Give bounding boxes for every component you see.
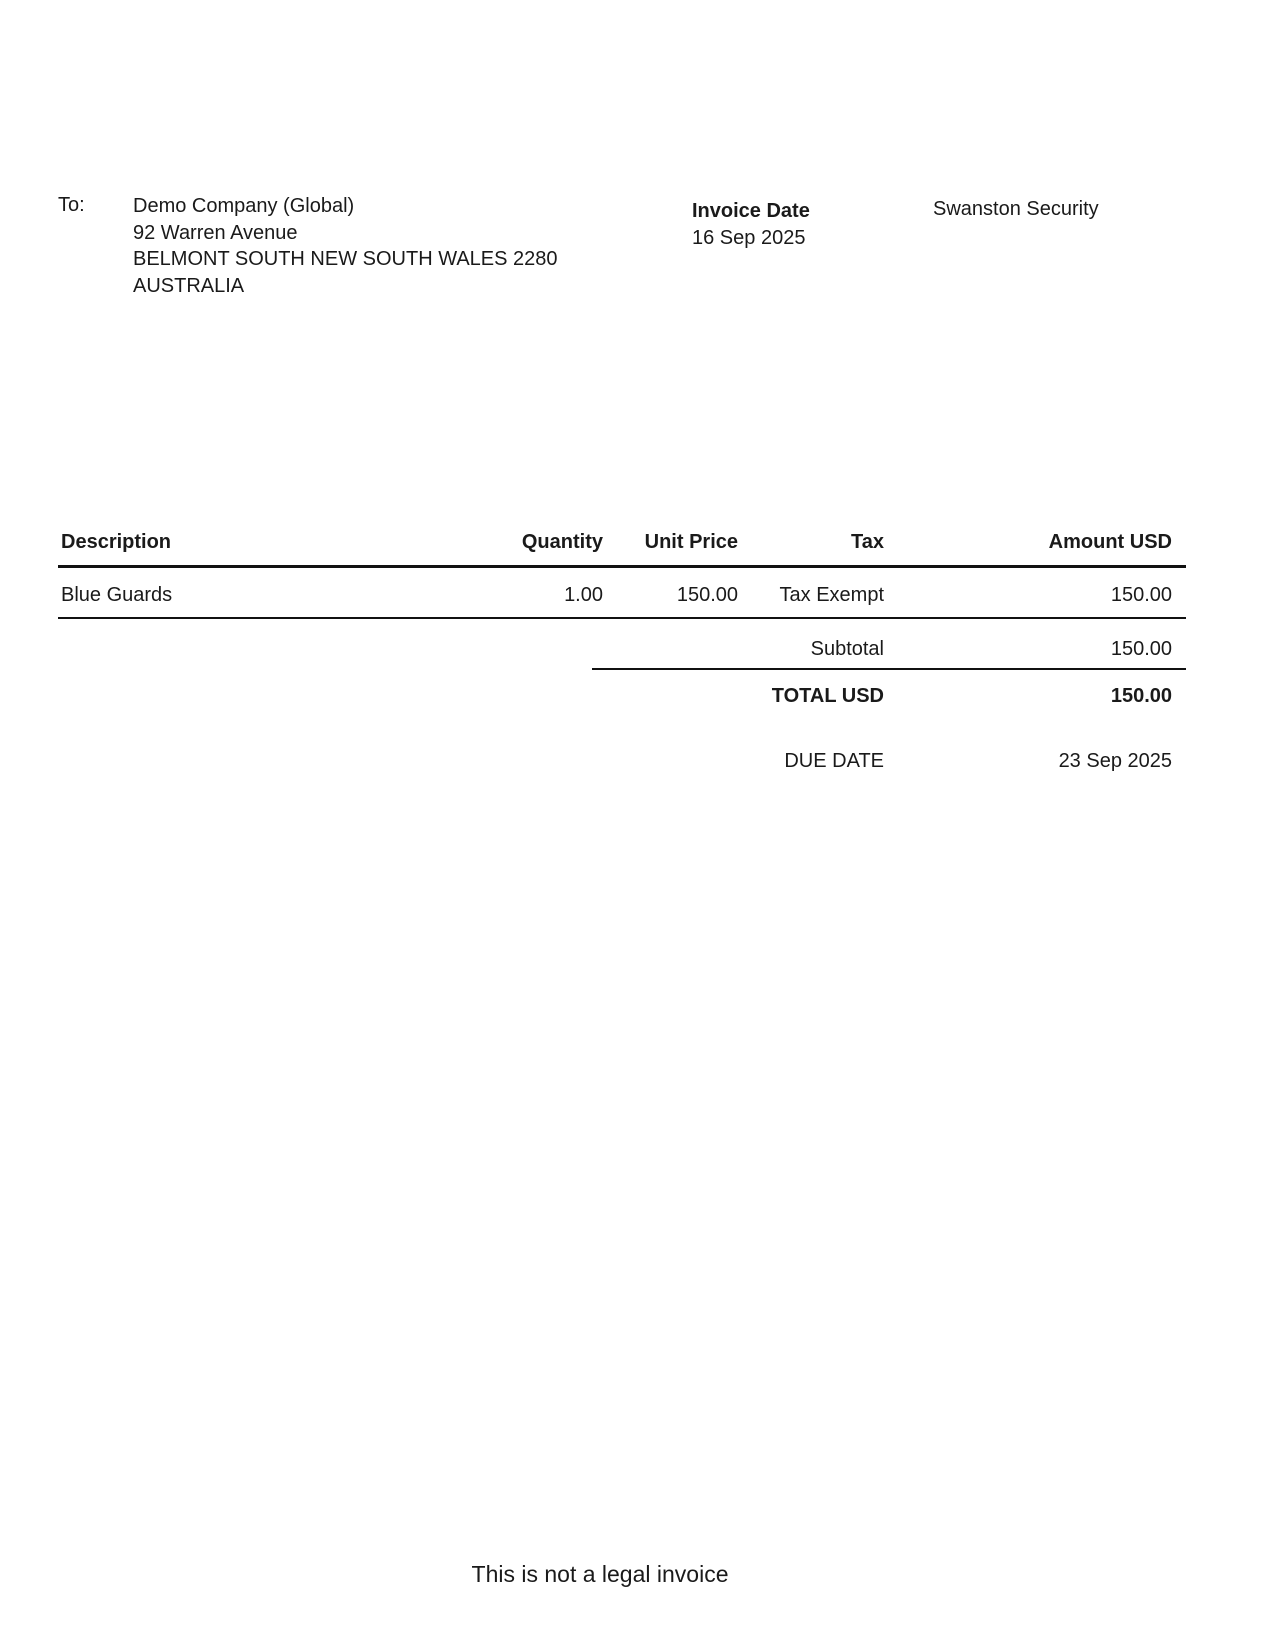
- recipient-country: AUSTRALIA: [133, 274, 245, 297]
- invoice-date-block: [692, 198, 810, 252]
- header-unit-price: Unit Price: [603, 528, 738, 567]
- due-date-row: [58, 748, 1186, 774]
- cell-description: Blue Guards: [58, 567, 498, 619]
- total-value: 150.00: [1110, 685, 1172, 707]
- cell-tax: Tax Exempt: [738, 567, 898, 619]
- cell-amount: 150.00: [898, 567, 1186, 619]
- recipient-address-block: [133, 193, 558, 299]
- invoice-date-label: Invoice Date: [692, 200, 810, 222]
- recipient-name: Demo Company (Global): [133, 195, 355, 217]
- recipient-city-line: BELMONT SOUTH NEW SOUTH WALES 2280: [133, 248, 558, 271]
- subtotal-divider-line: [592, 668, 1186, 670]
- total-row: [58, 683, 1186, 709]
- subtotal-label: Subtotal: [810, 638, 884, 660]
- issuer-company-name: Swanston Security: [933, 198, 1099, 220]
- cell-quantity: 1.00: [498, 567, 603, 619]
- recipient-to-label: To:: [58, 194, 85, 216]
- legal-disclaimer: This is not a legal invoice: [471, 1561, 729, 1587]
- line-items-table: [58, 528, 1186, 619]
- subtotal-row: [58, 636, 1186, 662]
- table-row: [58, 567, 1186, 619]
- header-amount: Amount USD: [898, 528, 1186, 567]
- subtotal-value: 150.00: [1110, 638, 1172, 660]
- due-date-value: 23 Sep 2025: [1058, 750, 1172, 772]
- header-tax: Tax: [738, 528, 898, 567]
- invoice-date-value: 16 Sep 2025: [692, 227, 806, 249]
- due-date-label: DUE DATE: [784, 750, 884, 772]
- header-quantity: Quantity: [498, 528, 603, 567]
- header-description: Description: [58, 528, 498, 567]
- table-header-row: [58, 528, 1186, 567]
- total-label: TOTAL USD: [771, 685, 884, 707]
- cell-unit-price: 150.00: [603, 567, 738, 619]
- recipient-street: 92 Warren Avenue: [133, 221, 298, 244]
